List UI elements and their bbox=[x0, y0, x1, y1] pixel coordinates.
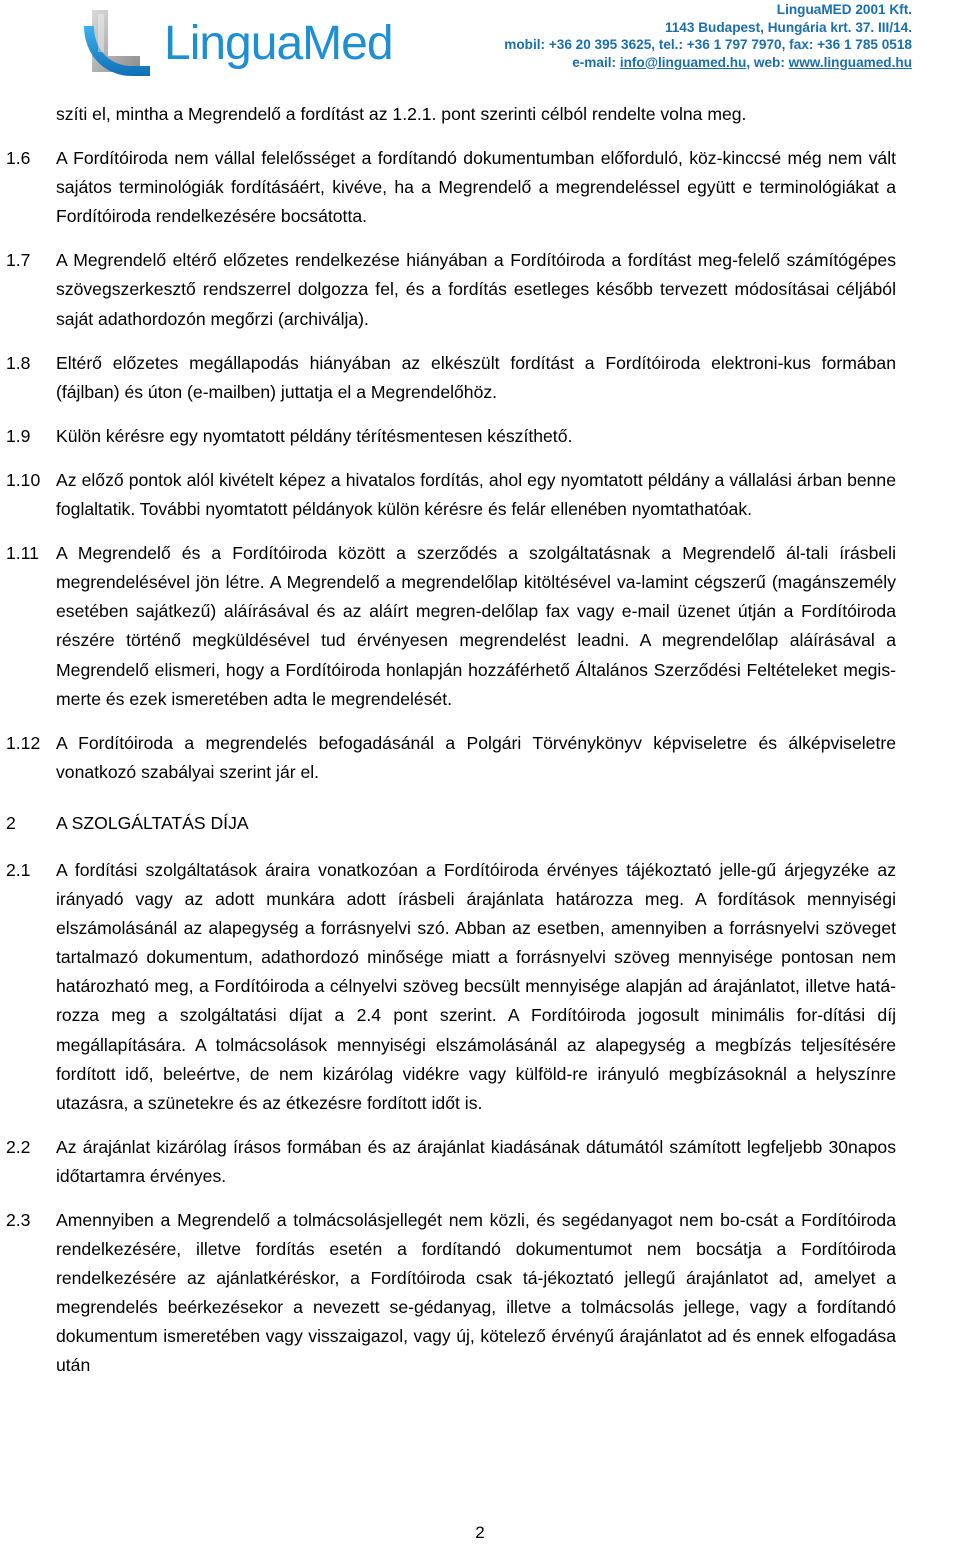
company-contact-line bbox=[442, 54, 912, 72]
email-label: e-mail: bbox=[572, 54, 620, 70]
clause-text: A fordítási szolgáltatások áraira vonatkozóan a Fordítóiroda érvényes tájékoztató jelle-gű árjegyzéke az irányadó vagy az adott munkára adott írásbeli árajánlata határozza meg. A fordítások mennyiségi elszámolásánál az alapegység a forrásnyelvi szó. Abban az esetben, amennyiben a forrásnyelvi szöveget tartalmazó dokumentum, adathordozó minősége miatt a forrásnyelvi szöveg mennyisége pontosan nem határozható meg, a Fordítóiroda a célnyelvi szöveg becsült mennyisége alapján ad árajánlatot, illetve hatá-rozza meg a szolgáltatási díjat a 2.4 pont szerint. A Fordítóiroda jogosult minimális for-dítási díj megállapítására. A tolmácsolások mennyiségi elszámolásánál az alapegység a megbízás teljesítésére fordított idő, beleértve, de nem kizárólag vidékre vagy külföld-re irányuló megbízásoknál a helyszínre utazásra, a szünetekre és az étkezésre fordított időt is. bbox=[56, 859, 896, 1113]
email-link[interactable]: info@linguamed.hu bbox=[619, 54, 747, 70]
clause-text: A Megrendelő eltérő előzetes rendelkezése hiányában a Fordítóiroda a fordítást meg-felelő számítógépes szövegszerkesztő rendszerrel dolgozza fel, és a fordítás esetleges később tervezett módosításai céljából saját adathordozón megőrzi (archiválja). bbox=[56, 250, 896, 329]
page-number: 2 bbox=[475, 1523, 485, 1542]
clause-number: 2.3 bbox=[6, 1210, 31, 1230]
clause-number: 1.8 bbox=[6, 352, 31, 373]
clause-text: Eltérő előzetes megállapodás hiányában az elkészült fordítást a Fordítóiroda elektroni-kus formában (fájlban) és úton (e-mailben) juttatja el a Megrendelőhöz. bbox=[56, 352, 896, 402]
section-heading-2 bbox=[0, 809, 960, 838]
clause-1-9 bbox=[0, 422, 960, 451]
company-phones: mobil: +36 20 395 3625, tel.: +36 1 797 7970, fax: +36 1 785 0518 bbox=[504, 37, 912, 52]
clause-number: 1.12 bbox=[6, 732, 41, 753]
clause-number: 1.10 bbox=[6, 469, 41, 490]
web-link[interactable]: www.linguamed.hu bbox=[788, 54, 912, 70]
company-logo bbox=[78, 6, 393, 78]
document-body bbox=[0, 100, 960, 1381]
clause-1-6 bbox=[0, 144, 960, 231]
clause-text: Az árajánlat kizárólag írásos formában és az árajánlat kiadásának dátumától számított legfeljebb 30napos időtartamra érvényes. bbox=[56, 1136, 896, 1186]
clause-1-12 bbox=[0, 729, 960, 787]
clause-1-8 bbox=[0, 349, 960, 407]
clause-1-10 bbox=[0, 466, 960, 524]
clause-text: Az előző pontok alól kivételt képez a hivatalos fordítás, ahol egy nyomtatott példány a vállalási árban benne foglaltatik. További nyomtatott példányok külön kérésre és felár ellenében nyomtathatóak. bbox=[56, 469, 896, 520]
continued-paragraph: szíti el, mintha a Megrendelő a fordítást az 1.2.1. pont szerinti célból rendelte volna meg. bbox=[56, 104, 747, 124]
clause-2-3 bbox=[0, 1206, 960, 1381]
clause-number: 2.1 bbox=[6, 859, 31, 880]
page-header bbox=[0, 0, 960, 80]
clause-text: A Fordítóiroda nem vállal felelősséget a fordítandó dokumentumban előforduló, köz-kinccsé még nem vált sajátos terminológiák fordításáért, kivéve, ha a Megrendelő a megrendeléssel együtt e terminológiákat a Fordítóiroda rendelkezésére bocsátotta. bbox=[56, 148, 896, 227]
logo-mark-icon bbox=[78, 6, 160, 78]
section-number: 2 bbox=[6, 812, 16, 833]
clause-text: Amennyiben a Megrendelő a tolmácsolásjellegét nem közli, és segédanyagot nem bo-csát a Fordítóiroda rendelkezésére, illetve fordítás esetén a fordítandó dokumentumot nem bocsátja a Fordítóiroda rendelkezésére az ajánlatkéréskor, a Fordítóiroda csak tá-jékoztató jellegű árajánlatot ad, amelyet a megrendelés beérkezésekor a nevezett se-gédanyag, illetve a tolmácsolás jellege, vagy a fordítandó dokumentum ismeretében vagy visszaigazol, vagy új, kötelező érvényű árajánlatot ad és ennek elfogadása után bbox=[56, 1210, 896, 1376]
company-address: 1143 Budapest, Hungária krt. 37. III/14. bbox=[664, 19, 912, 35]
clause-number: 1.6 bbox=[6, 148, 31, 169]
clause-number: 1.9 bbox=[6, 425, 31, 446]
company-name: LinguaMED 2001 Kft. bbox=[776, 2, 912, 17]
clause-text: Külön kérésre egy nyomtatott példány térítésmentesen készíthető. bbox=[56, 425, 573, 446]
clause-number: 1.11 bbox=[6, 543, 39, 564]
company-info bbox=[442, 1, 912, 71]
clause-2-1 bbox=[0, 856, 960, 1118]
clause-2-2 bbox=[0, 1133, 960, 1191]
clause-text: A Megrendelő és a Fordítóiroda között a szerződés a szolgáltatásnak a Megrendelő ál-tali írásbeli megrendelésével jön létre. A Megrendelő a megrendelőlap kitöltésével va-lamint cégszerű (magánszemély esetében sajátkezű) aláírásával és az aláírt megren-delőlap fax vagy e-mail üzenet útján a Fordítóiroda részére történő megküldésével tud érvényesen megrendelést leadni. A megrendelőlap aláírásával a Megrendelő elismeri, hogy a Fordítóiroda honlapján hozzáférhető Általános Szerződési Feltételeket megis-merte és ezek ismeretében adta le megrendelését. bbox=[56, 543, 896, 709]
clause-1-7 bbox=[0, 246, 960, 333]
section-title: A SZOLGÁLTATÁS DÍJA bbox=[56, 812, 249, 833]
clause-number: 1.7 bbox=[6, 250, 31, 271]
web-label: , web: bbox=[746, 54, 789, 70]
clause-1-11 bbox=[0, 539, 960, 714]
clause-number: 2.2 bbox=[6, 1136, 31, 1157]
logo-text: LinguaMed bbox=[164, 17, 393, 70]
clause-text: A Fordítóiroda a megrendelés befogadásánál a Polgári Törvénykönyv képviseletre és álképviseletre vonatkozó szabályai szerint jár el. bbox=[56, 732, 896, 782]
